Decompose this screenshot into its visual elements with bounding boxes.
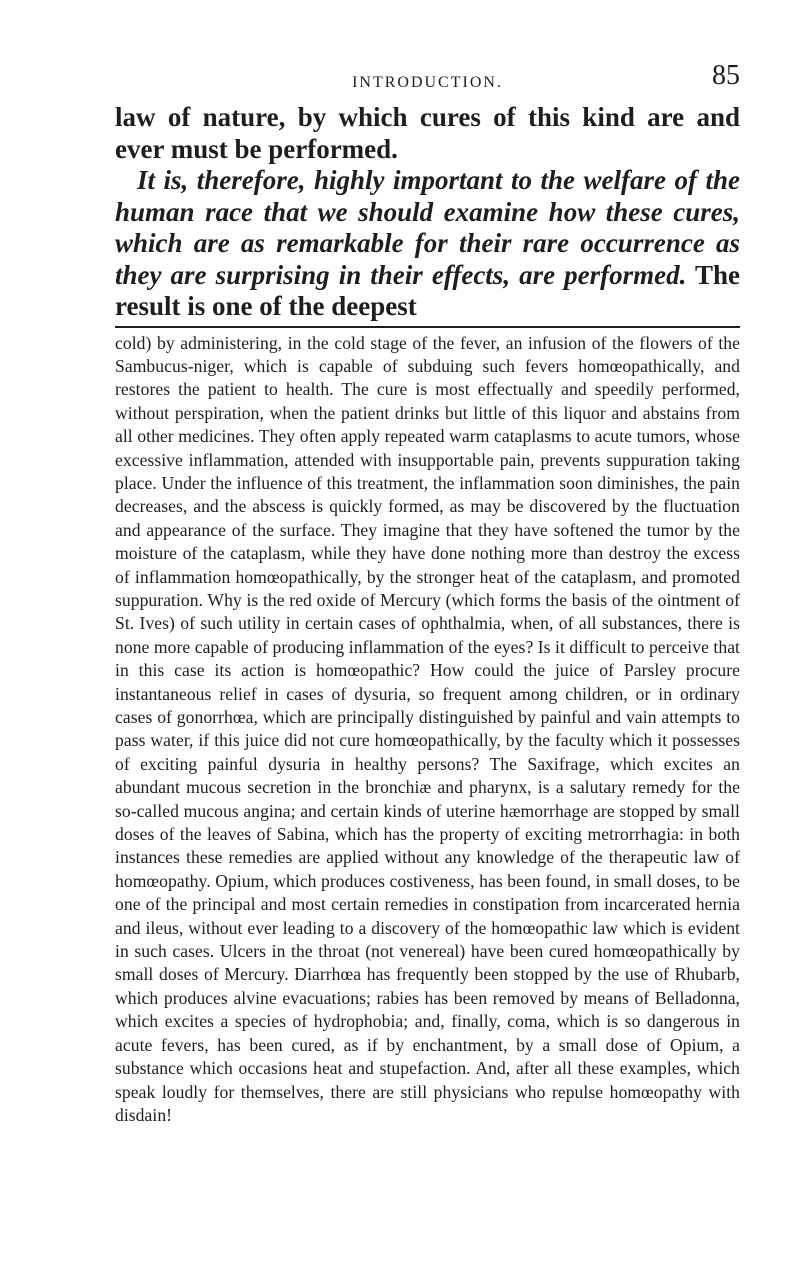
footnote-divider (115, 326, 740, 328)
italic-passage: It is, therefore, highly important to the welfare of the human race that we should examine how these cures, which are as remarkable for their rare occurrence as they are surprising in their effects, are performed. (115, 165, 740, 290)
paragraph-continuation: The result is one of the deepest (115, 259, 740, 321)
main-paragraph-1: law of nature, by which cures of this kind are and ever must be performed. (115, 102, 740, 164)
book-page (115, 62, 740, 1127)
page-number: 85 (712, 60, 740, 91)
running-head: INTRODUCTION. (352, 74, 503, 91)
main-paragraph-2 (115, 165, 740, 323)
footnote-text: cold) by administering, in the cold stage of the fever, an infusion of the flowers of the Sambucus-niger, which is capable of subduing such fevers homœopathically, and restores the patient to health. The cure is most effectually and speedily performed, without perspiration, when the patient drinks but little of this liquor and abstains from all other medicines. They often apply repeated warm cataplasms to acute tumors, whose excessive inflammation, attended with insupportable pain, prevents suppuration taking place. Under the influence of this treatment, the inflammation soon diminishes, the pain decreases, and the abscess is quickly formed, as may be discovered by the fluctuation and appearance of the surface. They imagine that they have softened the tumor by the moisture of the cataplasm, while they have done nothing more than destroy the excess of inflammation homœopathically, by the stronger heat of the cataplasm, and promoted suppuration. Why is the red oxide of Mercury (which forms the basis of the ointment of St. Ives) of such utility in certain cases of ophthalmia, when, of all substances, there is none more capable of producing inflammation of the eyes? Is it difficult to perceive that in this case its action is homœopathic? How could the juice of Parsley procure instantaneous relief in cases of dysuria, so frequent among children, or in ordinary cases of gonorrhœa, which are principally distinguished by painful and vain attempts to pass water, if this juice did not cure homœopathically, by the faculty which it possesses of exciting painful dysuria in healthy persons? The Saxifrage, which excites an abundant mucous secretion in the bronchiæ and pharynx, is a salutary remedy for the so-called mucous angina; and certain kinds of uterine hæmorrhage are stopped by small doses of the leaves of Sabina, which has the property of exciting metrorrhagia: in both instances these remedies are applied without any knowledge of the therapeutic law of homœopathy. Opium, which produces costiveness, has been found, in small doses, to be one of the principal and most certain remedies in constipation from incarcerated hernia and ileus, without ever leading to a discovery of the homœopathic law which is evident in such cases. Ulcers in the throat (not venereal) have been cured homœopathically by small doses of Mercury. Diarrhœa has frequently been stopped by the use of Rhubarb, which produces alvine evacuations; rabies has been removed by means of Belladonna, which excites a species of hydrophobia; and, finally, coma, which is so dangerous in acute fevers, has been cured, as if by enchantment, by a small dose of Opium, a substance which occasions heat and stupefaction. And, after all these examples, which speak loudly for themselves, there are still physicians who repulse homœopathy with disdain! (115, 332, 740, 1125)
page-header (115, 62, 740, 102)
